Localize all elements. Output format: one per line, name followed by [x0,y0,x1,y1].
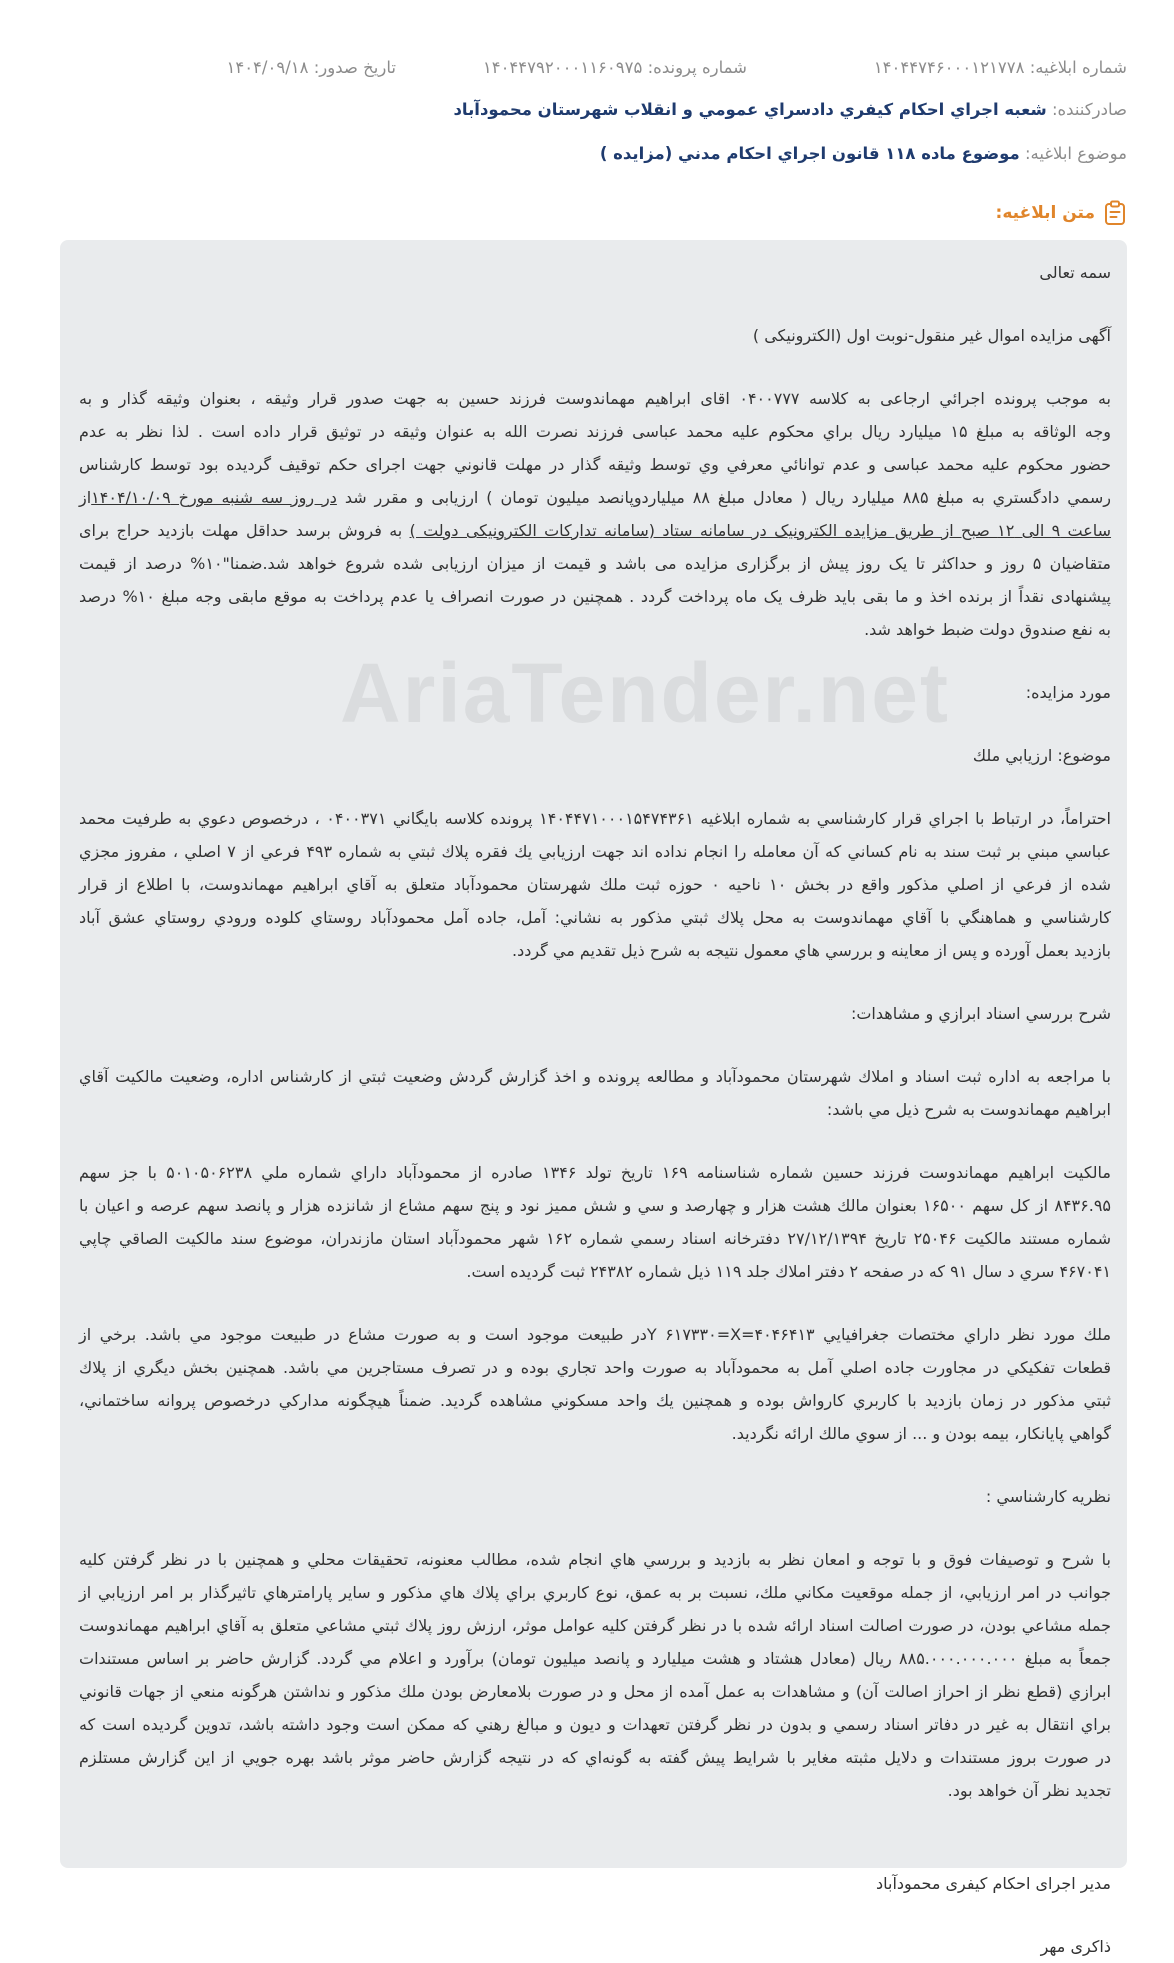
signature-title: مدیر اجرای احکام کیفری محمودآباد [875,1874,1111,1893]
paragraph-registry [79,1060,1111,1126]
text-line: ملك مورد نظر داراي مختصات جغرافيايي ۴۰۴۶۴۱۳=Y ۶۱۷۳۳۰=Xدر طبيعت موجود است و به صورت مشاع در طبيعت موجود مي باشد. برخي از [79,1325,1112,1344]
document-icon [1103,200,1127,226]
documents-heading: شرح بررسي اسناد ابرازي و مشاهدات: [850,1004,1111,1023]
file-number [483,56,747,80]
text-line: قطعات تفكيكي در مجاورت جاده اصلي آمل به محمودآباد به صورت واحد تجاري بوده و در تصرف مستاجرين مي باشد. همچنين بخش ديگري از پلاك [79,1358,1111,1377]
subject-value: موضوع ماده ۱۱۸ قانون اجراي احكام مدني (مزايده ) [599,144,1020,163]
text-line: تجديد نظر آن خواهد بود. [947,1781,1111,1800]
text-line: وجه الوثاقه به مبلغ ۱۵ میلیارد ریال براي محکوم علیه محمد عباسی فرزند نصرت الله به عنوان وثیقه در توثیق قرار داده است . لذا نظر به عدم [79,422,1111,441]
auction-date-underlined: در روز سه شنبه مورخ ۱۴۰۴/۱۰/۰۹ [91,488,337,507]
text-line: متقاضیان ۵ روز و حداکثر تا یک روز پیش از برگزاری مزایده می باشد و قیمت از میزان ارزیابی شده شروع خواهد شد.ضمنا"۱۰% درصد از قیمت [79,554,1112,573]
text-segment: رسمي دادگستري به مبلغ ۸۸۵ میلیارد ریال ( معادل مبلغ ۸۸ میلیاردوپانصد میلیون تومان ) ارزیابی و مقرر شد [336,488,1111,507]
text-line: در صورت بروز مستندات و دلايل مثبته مغاير با شرايط پيش گفته به گونه‌اي كه در نتيجه گزارش حاضر موثر باشد بهره جويي از اين گزارش مستلزم [79,1748,1111,1767]
signature-name: ذاکری مهر [1040,1937,1111,1956]
auction-system-underlined: ساعت ۹ الی ۱۲ صبح از طريق مزایده الکترونیک در سامانه ستاد (سامانه تدارکات الکترونیکی دولت ) [409,521,1112,540]
text-line: جوانب در امر ارزيابي، از جمله موقعيت مكاني ملك، نسبت بر به عمق، نوع كاربري براي پلاك هاي مذكور و ساير پارامترهاي تاثيرگذار بر امر ارزيابي از [79,1583,1111,1602]
text-line: گواهي پايانكار، بيمه بودن و ... از سوي مالك ارائه نگرديد. [731,1424,1111,1443]
text-line: ثبتي مذكور در زمان بازديد با كاربري كارواش بوده و همچنين يك واحد مسكوني مشاهده گرديد. ضمناً هيچگونه مداركي درخصوص پروانه ساختماني، [79,1391,1111,1410]
text-line: بازديد بعمل آورده و پس از معاينه و بررسي هاي معمول نتيجه به شرح ذيل تقديم مي گردد. [512,941,1111,960]
notice-text-header [996,200,1127,226]
text-line: با شرح و توصيفات فوق و با توجه و امعان نظر به بازديد و بررسي هاي انجام شده، مطالب معنونه، تحقيقات محلي و همچنين با در نظر گرفتن كليه [79,1550,1111,1569]
subject [600,142,1127,166]
notice-number-label: شماره ابلاغيه: [1029,58,1127,77]
text-line: شده از فرعي از اصلي مذكور واقع در بخش ۱۰ ناحيه ۰ حوزه ثبت ملك شهرستان محمودآباد متعلق به آقاي ابراهيم مهماندوست، با اطلاع از قرار [79,875,1112,894]
file-number-label: شماره پرونده: [647,58,747,77]
text-line: مالكيت ابراهيم مهماندوست فرزند حسين شماره شناسنامه ۱۶۹ تاريخ تولد ۱۳۴۶ صادره از محمودآباد داراي شماره ملي ۵۰۱۰۵۰۶۲۳۸ با جز سهم [79,1163,1112,1182]
text-line: ۴۶۷۰۴۱ سري د سال ۹۱ كه در صفحه ۲ دفتر املاك جلد ۱۱۹ ذيل شماره ۲۴۳۸۲ ثبت گرديده است. [466,1262,1111,1281]
text-line: به نفع صندوق دولت ضبط خواهد شد. [864,620,1111,639]
text-line: ابراهيم مهماندوست به شرح ذيل مي باشد: [826,1100,1111,1119]
text-line [79,514,1111,547]
subject-heading: موضوع: ارزيابي ملك [972,746,1111,765]
notice-text-box [60,240,1127,1956]
paragraph-ownership [79,1156,1111,1288]
issuer-label: صادرکننده: [1051,100,1127,119]
text-line: احتراماً، در ارتباط با اجراي قرار كارشناسي به شماره ابلاغيه ۱۴۰۴۴۷۱۰۰۰۱۵۴۷۴۳۶۱ پرونده كلاسه بايگاني ۰۴۰۰۳۷۱ ، درخصوص دعوي به طرفيت محمد [79,809,1112,828]
text-line [79,481,1111,514]
text-line: جمله مشاعي بودن، در صورت اصالت اسناد ارائه شده با در نظر گرفتن كليه عوامل موثر، ارزش روز پلاك ثبتي مشاعي متعلق به آقاي ابراهيم مهماندوست [79,1616,1111,1635]
watermark: AriaTender.net [340,646,950,740]
paragraph-expert-opinion [79,1543,1111,1807]
heading-basmala: سمه تعالی [1039,263,1111,282]
text-line: به موجب پرونده اجرائي ارجاعی به کلاسه ۰۴۰۰۷۷۷ اقای ابراهیم مهماندوست فرزند حسین به جهت صدور قرار وثیقه ، بعنوان وثیقه گذار و به [79,389,1111,408]
issuer [453,98,1127,122]
paragraph-auction [79,382,1111,646]
notice-number-value: ۱۴۰۴۴۷۴۶۰۰۰۱۲۱۷۷۸ [873,58,1025,77]
issue-date [226,56,396,80]
auction-item-heading: مورد مزایده: [1025,683,1111,702]
subject-label: موضوع ابلاغیه: [1024,144,1127,163]
text-line: حضور محکوم علیه محمد عباسی و عدم توانائي معرفي وي توسط وثیقه گذار در مهلت قانوني جهت اجرای حکم توقيف گرديده بود توسط کارشناس [79,455,1111,474]
text-line: كارشناسي و هماهنگي با آقاي مهماندوست به محل پلاك ثبتي مذكور به نشاني: آمل، جاده آمل محمودآباد روستاي كلوده ورودي روستاي عشق آباد [79,908,1111,927]
text-line: پیشنهادی نقداً از برنده اخذ و ما بقی باید ظرف یک ماه پرداخت گردد . همچنین در صورت انصراف یا عدم پرداخت به موقع مابقی وجه مبلغ ۱۰% درصد [79,587,1111,606]
auction-title: آگهی مزایده اموال غیر منقول-نوبت اول (الکترونیکی ) [752,326,1111,345]
expert-opinion-heading: نظريه كارشناسي : [985,1487,1111,1506]
paragraph-coordinates [79,1318,1111,1450]
paragraph-expert-order [79,802,1111,967]
notice-text-title: متن ابلاغیه: [995,203,1095,223]
text-segment: به فروش برسد حداقل مهلت بازديد حراج برای [79,521,410,540]
notice-number [874,56,1127,80]
issue-date-label: تاريخ صدور: [313,58,396,77]
issuer-value: شعبه اجراي احكام كيفري دادسراي عمومي و انقلاب شهرستان محمودآباد [453,100,1047,119]
issue-date-value: ۱۴۰۴/۰۹/۱۸ [226,58,309,77]
text-line: ابرازي (قطع نظر از احراز اصالت آن) و مشاهدات به عمل آمده از محل و در صورت بلامعارض بودن ملك مذكور و نداشتن هرگونه منعي از جهات قانوني [79,1682,1111,1701]
text-line: با مراجعه به اداره ثبت اسناد و املاك شهرستان محمودآباد و مطالعه پرونده و اخذ گزارش گردش وضعيت ثبتي از كارشناس اداره، وضعيت مالكيت آقاي [79,1067,1111,1086]
text-line: شماره مستند مالكيت ۲۵۰۴۶ تاريخ ۲۷/۱۲/۱۳۹۴ دفترخانه اسناد رسمي شماره ۱۶۲ شهر محمودآباد استان مازندران، موضوع سند مالكيت الصاقي چاپي [79,1229,1112,1248]
text-line: براي انتقال به غير در دفاتر اسناد رسمي و بدون در نظر گرفتن تعهدات و ديون و مبالغ رهني كه ممكن است وجود داشته باشد، تدوين گرديده است كه [79,1715,1111,1734]
notice-content [79,256,1111,1963]
text-line: عباسي مبني بر ثبت سند به نام كساني كه آن معامله را انجام نداده اند جهت ارزيابي يك فقره پلاك ثبتي به شماره ۴۹۳ فرعي از ۷ اصلي ، مفروز مجزي [79,842,1111,861]
file-number-value: ۱۴۰۴۴۷۹۲۰۰۰۱۱۶۰۹۷۵ [482,58,643,77]
text-line: جمعاً به مبلغ ۸۸۵.۰۰۰.۰۰۰.۰۰۰ ريال (معادل هشتاد و هشت ميليارد و پانصد ميليون تومان) برآورد و اعلام مي گردد. گزارش حاضر بر اساس مستندات [79,1649,1112,1668]
text-line: ۸۴۳۶.۹۵ از كل سهم ۱۶۵۰۰ بعنوان مالك هشت هزار و چهارصد و سي و شش مميز نود و پنج سهم مشاع از شانزده هزار و پانصد سهم عرصه و اعيان با [79,1196,1112,1215]
text-segment: از [79,488,92,507]
